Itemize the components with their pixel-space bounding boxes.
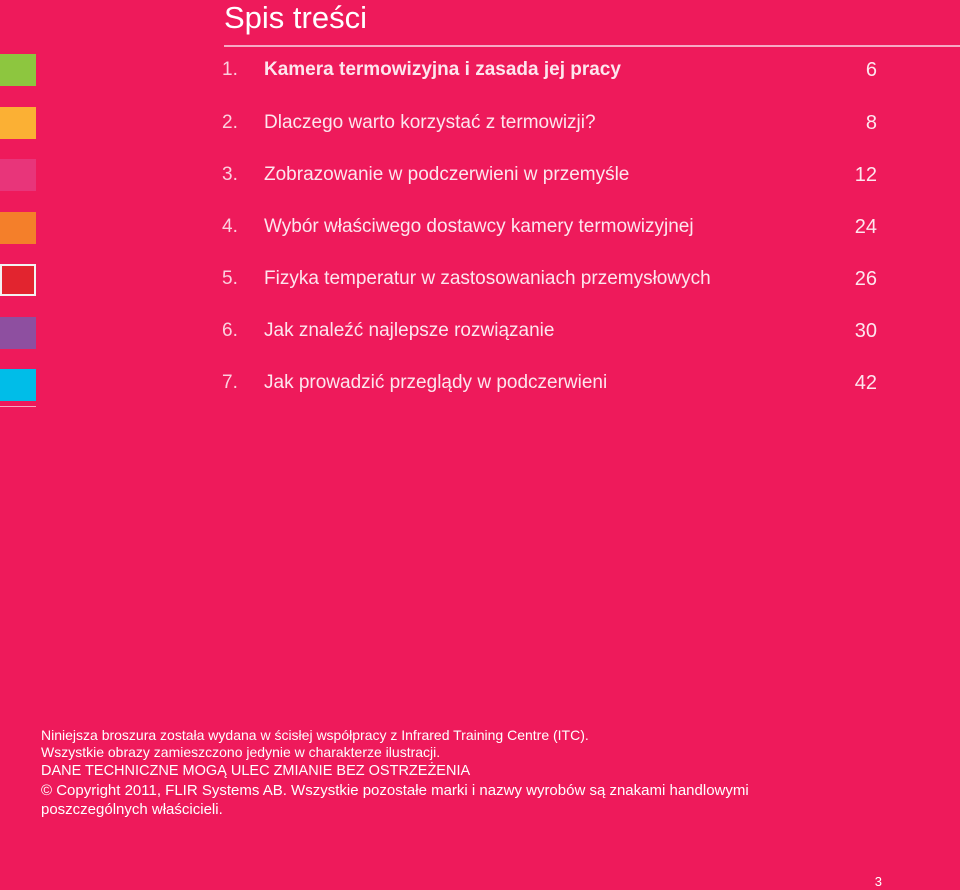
- toc-entry-title: Zobrazowanie w podczerwieni w przemyśle: [264, 164, 630, 185]
- chapter-3-color-swatch: [0, 159, 36, 191]
- footer-notes: [41, 727, 841, 818]
- toc-entry-title: Fizyka temperatur w zastosowaniach przemysłowych: [264, 268, 711, 289]
- chapter-2-color-swatch: [0, 107, 36, 139]
- toc-entry-title: Dlaczego warto korzystać z termowizji?: [264, 112, 596, 133]
- toc-entry-1[interactable]: [222, 58, 877, 82]
- toc-entry-number: 6.: [222, 320, 238, 341]
- toc-entry-page: 6: [865, 59, 877, 81]
- toc-entry-number: 1.: [222, 59, 238, 80]
- footer-line-illustrations: Wszystkie obrazy zamieszczono jedynie w charakterze ilustracji.: [41, 744, 441, 760]
- toc-entry-number: 7.: [222, 372, 238, 393]
- toc-entry-page: 8: [865, 112, 877, 134]
- toc-entry-title: Wybór właściwego dostawcy kamery termowizyjnej: [264, 216, 694, 237]
- title-divider: [224, 45, 960, 47]
- toc-entry-number: 5.: [222, 268, 238, 289]
- toc-entry-page: 24: [854, 216, 877, 238]
- toc-entry-5[interactable]: [222, 267, 877, 291]
- toc-entry-page: 30: [854, 320, 877, 342]
- toc-entry-number: 2.: [222, 112, 238, 133]
- chapter-7-color-swatch: [0, 369, 36, 401]
- page-title: Spis treści: [224, 0, 367, 35]
- toc-entry-title: Jak znaleźć najlepsze rozwiązanie: [264, 320, 555, 341]
- toc-entry-number: 4.: [222, 216, 238, 237]
- footer-line-specs-warning: DANE TECHNICZNE MOGĄ ULEC ZMIANIE BEZ OSTRZEŻENIA: [41, 763, 471, 779]
- chapter-5-color-swatch: [0, 264, 36, 296]
- toc-entry-title: Kamera termowizyjna i zasada jej pracy: [264, 59, 621, 80]
- chapter-4-color-swatch: [0, 212, 36, 244]
- toc-entry-title: Jak prowadzić przeglądy w podczerwieni: [264, 372, 608, 393]
- footer-line-owners: poszczególnych właścicieli.: [41, 801, 223, 818]
- toc-entry-page: 42: [854, 372, 877, 394]
- toc-entry-page: 12: [854, 164, 877, 186]
- toc-entry-number: 3.: [222, 164, 238, 185]
- toc-entry-7[interactable]: [222, 371, 877, 395]
- gutter-divider: [0, 406, 36, 407]
- toc-entry-3[interactable]: [222, 163, 877, 187]
- page-number: 3: [874, 874, 882, 889]
- footer-line-itc: Niniejsza broszura została wydana w ścisłej współpracy z Infrared Training Centre (ITC).: [41, 727, 589, 743]
- chapter-1-color-swatch: [0, 54, 36, 86]
- toc-entry-6[interactable]: [222, 319, 877, 343]
- chapter-6-color-swatch: [0, 317, 36, 349]
- footer-line-copyright: © Copyright 2011, FLIR Systems AB. Wszystkie pozostałe marki i nazwy wyrobów są znakami handlowymi: [41, 782, 749, 799]
- toc-entry-4[interactable]: [222, 215, 877, 239]
- toc-entry-2[interactable]: [222, 111, 877, 135]
- toc-entry-page: 26: [854, 268, 877, 290]
